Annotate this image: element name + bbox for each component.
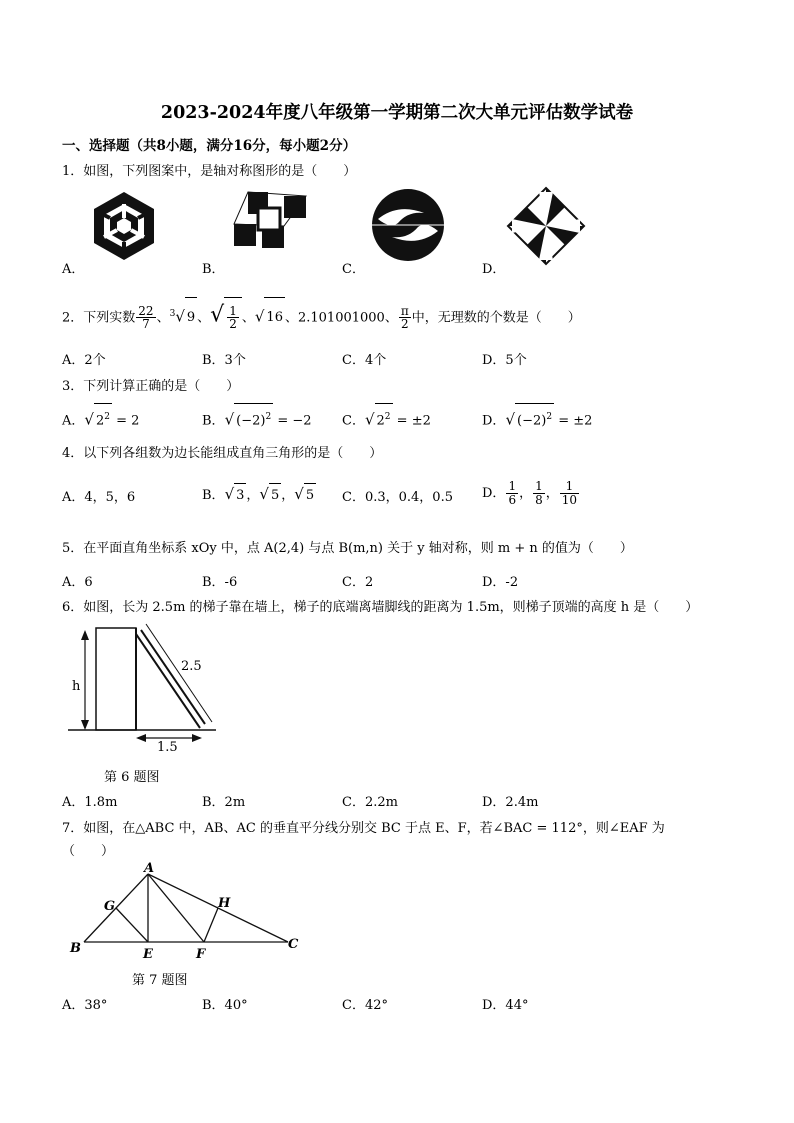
q7-option-a[interactable]: A．38° [62, 998, 108, 1013]
q2-sep: 、 [241, 310, 255, 326]
q1-option-d[interactable]: D． [482, 262, 506, 277]
q7-label-c: C [288, 937, 299, 952]
q4-option-a[interactable]: A．4，5，6 [62, 490, 136, 505]
q1-hexagon-figure [88, 190, 160, 262]
q1-option-a[interactable]: A． [62, 262, 85, 277]
q7-label-g: G [104, 899, 116, 914]
question-7-stem: 7．如图，在△ABC 中，AB、AC 的垂直平分线分别交 BC 于点 E、F，若∠BAC = 112°，则∠EAF 为 [62, 821, 665, 836]
page-title: 2023-2024年度八年级第一学期第二次大单元评估数学试卷 [160, 103, 634, 123]
q7-option-b[interactable]: B．40° [202, 998, 248, 1013]
q7-label-f: F [196, 947, 206, 962]
q7-caption: 第 7 题图 [132, 973, 188, 988]
q6-option-c[interactable]: C．2.2m [342, 795, 398, 810]
q7-option-d[interactable]: D．44° [482, 998, 529, 1013]
q2-prefix: 2．下列实数 [62, 310, 136, 326]
q7-triangle-figure [66, 862, 306, 962]
q5-option-a[interactable]: A．6 [62, 575, 93, 590]
q2-sep: 、 [156, 310, 170, 326]
q2-option-d[interactable]: D．5个 [482, 353, 527, 368]
q1-option-b[interactable]: B． [202, 262, 225, 277]
q7-label-h: H [218, 896, 231, 911]
q6-option-a[interactable]: A．1.8m [62, 795, 118, 810]
q2-option-a[interactable]: A．2个 [62, 353, 106, 368]
q3-option-a[interactable]: A．√ $2^2 = 2$ [62, 403, 139, 434]
q1-circle-figure [368, 189, 448, 261]
question-7-stem-cont: （ ） [62, 844, 115, 859]
q1-option-c[interactable]: C． [342, 262, 365, 277]
q3-option-b[interactable]: B．√ $(-2)^2 = -2$ [202, 403, 312, 434]
question-3-stem: 3．下列计算正确的是（ ） [62, 379, 240, 394]
q2-fraction-22-7: $\frac{22}{7}$ [138, 303, 154, 332]
q6-ladder-figure [66, 620, 226, 755]
question-2-stem: 2．下列实数 $\frac{22}{7}$ 、$^3$√ 9 、√ $\frac{1}{2}$ 、√ 16 、2.101001000、 $\frac{\pi}{2}$ 中，无理数的个数是（ ） [62, 294, 581, 338]
q4-option-b[interactable]: B．√ 3 ，√ 5 ，√ 5 [202, 482, 316, 508]
q2-decimal: 2.101001000 [297, 310, 385, 326]
q2-sqrt-half: $\frac{1}{2}$ [224, 297, 242, 338]
q6-option-d[interactable]: D．2.4m [482, 795, 539, 810]
q7-option-c[interactable]: C．42° [342, 998, 388, 1013]
q2-suffix: 中，无理数的个数是（ ） [411, 310, 581, 326]
q2-sep: 、 [384, 310, 398, 326]
q4-option-d[interactable]: D． $\frac{1}{6}$ ， $\frac{1}{8}$ ， $\frac{1}{10}$ [482, 479, 578, 507]
q2-fraction-pi-2: $\frac{\pi}{2}$ [400, 303, 409, 332]
q2-option-b[interactable]: B．3个 [202, 353, 246, 368]
question-4-stem: 4．以下列各组数为边长能组成直角三角形的是（ ） [62, 446, 383, 461]
q7-label-a: A [144, 862, 155, 876]
q2-option-c[interactable]: C．4个 [342, 353, 387, 368]
q5-option-d[interactable]: D．-2 [482, 575, 519, 590]
q4-option-c[interactable]: C．0.3，0.4，0.5 [342, 490, 453, 505]
q3-option-c[interactable]: C．√ $2^2 = \pm 2$ [342, 403, 431, 434]
q2-cube-root-9: 9 [185, 297, 197, 338]
q2-sep: 、 [197, 310, 211, 326]
q5-option-c[interactable]: C．2 [342, 575, 374, 590]
question-5-stem: 5．在平面直角坐标系 xOy 中，点 A(2,4) 与点 B(m,n) 关于 y 轴对称，则 m + n 的值为（ ） [62, 541, 633, 556]
q6-option-b[interactable]: B．2m [202, 795, 246, 810]
q6-label-length: 2.5 [181, 659, 202, 674]
q2-sqrt-16: 16 [264, 297, 285, 338]
q7-label-e: E [143, 947, 153, 962]
q3-option-d[interactable]: D．√ $(-2)^2 = \pm 2$ [482, 403, 592, 434]
q1-pinwheel-figure [228, 190, 308, 250]
q5-option-b[interactable]: B．-6 [202, 575, 238, 590]
q2-sep: 、 [284, 310, 298, 326]
question-1-stem: 1．如图，下列图案中，是轴对称图形的是（ ） [62, 164, 357, 179]
q7-label-b: B [70, 941, 81, 956]
q1-diamond-figure [506, 186, 586, 266]
q6-label-h: h [72, 679, 81, 694]
q6-label-base: 1.5 [157, 740, 178, 755]
question-6-stem: 6．如图，长为 2.5m 的梯子靠在墙上，梯子的底端离墙脚线的距离为 1.5m，则梯子顶端的高度 h 是（ ） [62, 600, 699, 615]
section-heading: 一、选择题（共8小题，满分16分，每小题2分） [62, 138, 357, 154]
q6-caption: 第 6 题图 [104, 770, 160, 785]
